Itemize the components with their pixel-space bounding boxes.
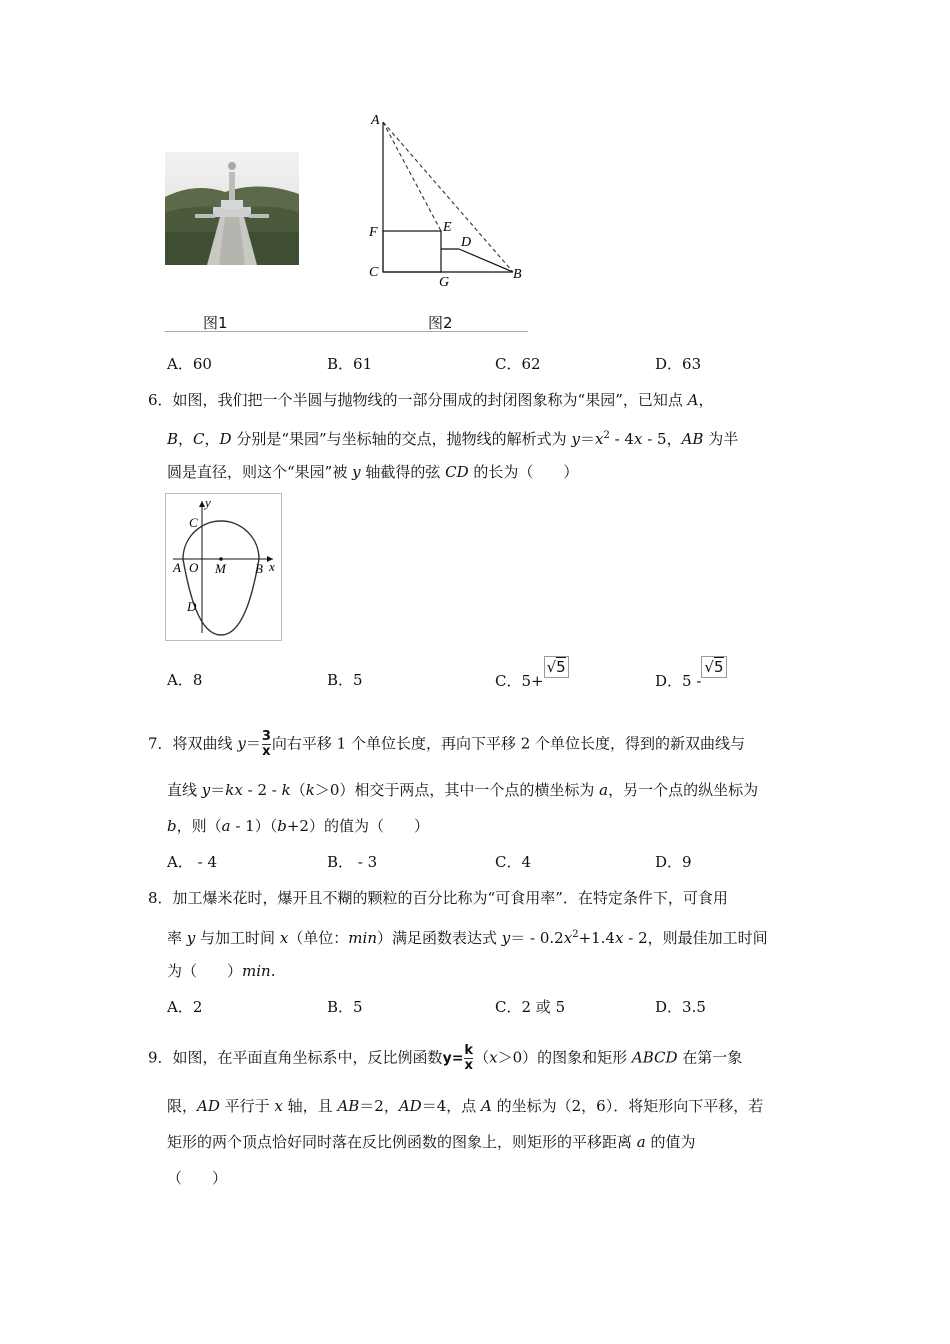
q7-text-line1: 7．将双曲线 y＝ $\frac{3}{x}$ 向右平移 1 个单位长度，再向下平移 2 个单位长度，得到的新双曲线与 — [148, 729, 746, 759]
q6-text-line3: 圆是直径，则这个“果园”被 y 轴截得的弦 CD 的长为（ ） — [167, 463, 579, 481]
label-A: A — [371, 113, 380, 128]
q8-option-d[interactable]: D．3.5 — [655, 998, 706, 1016]
q8-option-b[interactable]: B．5 — [327, 998, 363, 1016]
q8-option-a[interactable]: A．2 — [167, 998, 203, 1016]
sqrt-5-c: √5 — [544, 656, 569, 678]
label-G: G — [439, 275, 450, 290]
graph-label-A: A — [173, 560, 181, 575]
graph-label-C: C — [189, 515, 198, 530]
label-E: E — [443, 220, 452, 235]
statue-photo — [165, 152, 299, 265]
sqrt-5-d: √5 — [701, 656, 726, 678]
q5-option-d[interactable]: D．63 — [655, 355, 702, 373]
graph-label-D: D — [187, 599, 197, 614]
q6-orchard-graph — [165, 493, 283, 641]
q5-option-c[interactable]: C．62 — [495, 355, 541, 373]
graph-label-y: y — [205, 495, 211, 510]
q6-option-a[interactable]: A．8 — [167, 671, 203, 689]
q6-option-d[interactable]: D．5 -√5 — [655, 670, 727, 692]
label-B: B — [513, 267, 522, 282]
q9-text-line2: 限，AD 平行于 x 轴，且 AB＝2，AD＝4，点 A 的坐标为（2，6）．将矩形向下平移，若 — [167, 1097, 764, 1115]
label-F: F — [369, 225, 378, 240]
label-D: D — [461, 235, 472, 250]
q5-option-a[interactable]: A．60 — [167, 355, 212, 373]
q7-option-b[interactable]: B． - 3 — [327, 853, 378, 871]
fraction-3-over-x: $\frac{3}{x}$ — [261, 729, 271, 759]
geometry-figure-2 — [365, 110, 530, 290]
graph-label-M: M — [215, 561, 226, 576]
q6-option-b[interactable]: B．5 — [327, 671, 363, 689]
q8-text-line2: 率 y 与加工时间 x（单位：min）满足函数表达式 $y= - 0.2x^2+1.4x - 2$，则最佳加工时间 — [167, 929, 768, 947]
q8-text-line3: 为（ ）min. — [167, 962, 276, 980]
q9-text-line4: （ ） — [167, 1169, 228, 1187]
graph-label-B: B — [255, 561, 263, 576]
q7-option-d[interactable]: D．9 — [655, 853, 692, 871]
q7-option-a[interactable]: A． - 4 — [167, 853, 217, 871]
fig1-caption: 图1 — [203, 314, 228, 332]
q7-text-line3: b，则（a - 1）（b+2）的值为（ ） — [167, 817, 429, 835]
q6-option-c[interactable]: C．5+√5 — [495, 670, 569, 692]
label-C: C — [369, 265, 379, 280]
q9-text-line3: 矩形的两个顶点恰好同时落在反比例函数的图象上，则矩形的平移距离 a 的值为 — [167, 1133, 696, 1151]
fraction-k-over-x: $\frac{k}{x}$ — [464, 1043, 474, 1073]
q7-text-line2: 直线 y＝kx - 2 - k（k＞0）相交于两点，其中一个点的横坐标为 a，另一个点的纵坐标为 — [167, 781, 759, 799]
q5-option-b[interactable]: B．61 — [327, 355, 373, 373]
graph-label-O: O — [189, 560, 199, 575]
q8-option-c[interactable]: C．2 或 5 — [495, 998, 566, 1016]
q6-text-line2: B，C，D 分别是“果园”与坐标轴的交点，抛物线的解析式为 $y=x^2 - 4x - 5$，AB 为半 — [167, 430, 739, 448]
q6-text-line1: 6．如图，我们把一个半圆与抛物线的一部分围成的封闭图象称为“果园”，已知点 A， — [148, 391, 714, 409]
graph-label-x: x — [269, 559, 275, 574]
q7-option-c[interactable]: C．4 — [495, 853, 532, 871]
fig2-caption: 图2 — [428, 314, 453, 332]
q9-text-line1: 9．如图，在平面直角坐标系中，反比例函数y= $\frac{k}{x}$ （x＞0）的图象和矩形 ABCD 在第一象 — [148, 1043, 743, 1073]
q8-text-line1: 8．加工爆米花时，爆开且不糊的颗粒的百分比称为“可食用率”．在特定条件下，可食用 — [148, 889, 728, 907]
